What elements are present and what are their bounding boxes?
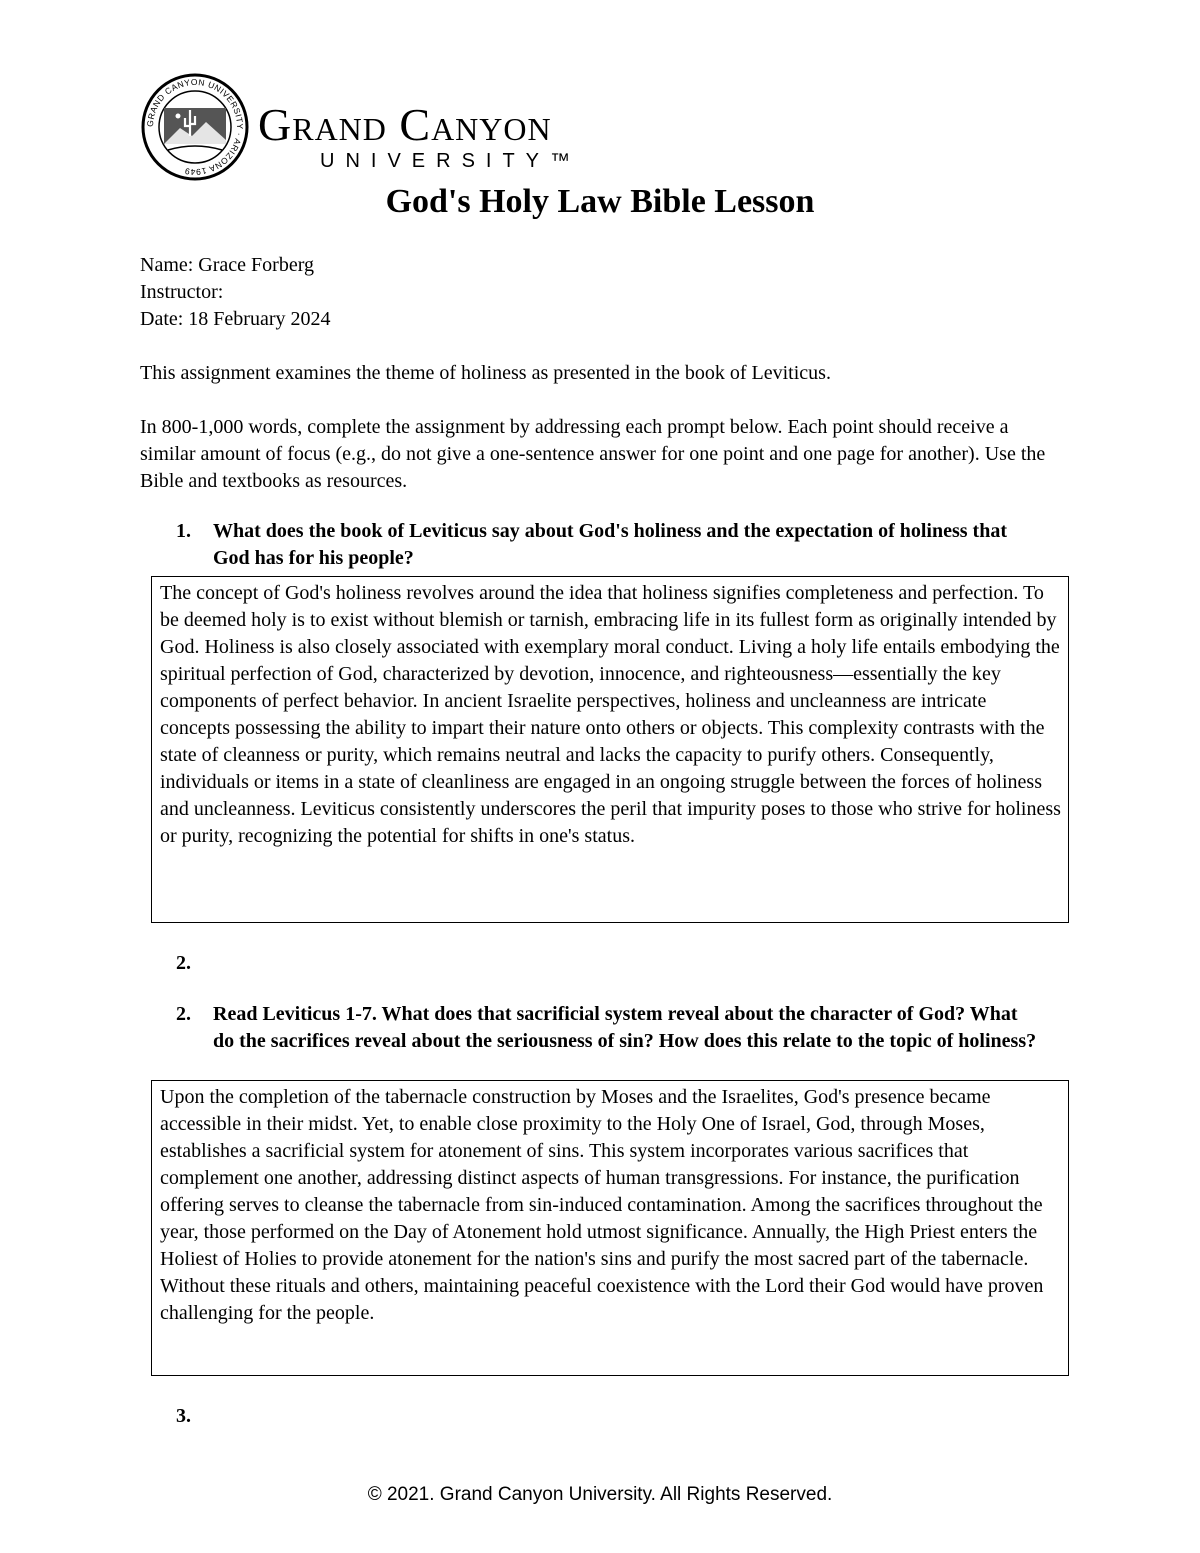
university-name: Grand Canyon bbox=[258, 99, 552, 150]
gcu-logo bbox=[140, 72, 660, 180]
answer-box-1[interactable]: The concept of God's holiness revolves around the idea that holiness signifies completeness and perfection. To be deemed holy is to exist without blemish or tarnish, embracing life in its fullest form as originally intended by God. Holiness is also closely associated with exemplary moral conduct. Living a holy life entails embodying the spiritual perfection of God, characterized by devotion, innocence, and righteousness—essentially the key components of perfect behavior. In ancient Israelite perspectives, holiness and uncleanness are intricate concepts possessing the ability to impart their nature onto others or objects. This complexity contrasts with the state of cleanness or purity, which remains neutral and lacks the capacity to purify others. Consequently, individuals or items in a state of cleanliness are engaged in an ongoing struggle between the forces of holiness and uncleanness. Leviticus consistently underscores the peril that impurity poses to those who strive for holiness or purity, recognizing the potential for shifts in one's status. bbox=[151, 576, 1069, 923]
answer-box-2[interactable]: Upon the completion of the tabernacle construction by Moses and the Israelites, God's presence became accessible in their midst. Yet, to enable close proximity to the Holy One of Israel, God, through Moses, establishes a sacrificial system for atonement of sins. This system incorporates various sacrifices that complement one another, addressing distinct aspects of human transgressions. For instance, the purification offering serves to cleanse the tabernacle from sin-induced contamination. Among the sacrifices throughout the year, those performed on the Day of Atonement hold utmost significance. Annually, the High Priest enters the Holiest of Holies to provide atonement for the nation's sins and purify the most sacred part of the tabernacle. Without these rituals and others, maintaining peaceful coexistence with the Lord their God would have proven challenging for the people. bbox=[151, 1080, 1069, 1376]
student-info bbox=[140, 252, 331, 333]
stray-number-3: 3. bbox=[176, 1405, 191, 1427]
name-line: Name: Grace Forberg bbox=[140, 254, 315, 276]
page-title: God's Holy Law Bible Lesson bbox=[385, 183, 815, 220]
intro-paragraph-1: This assignment examines the theme of holiness as presented in the book of Leviticus. bbox=[140, 362, 831, 384]
seal-text: GRAND CANYON UNIVERSITY · ARIZONA 1949 bbox=[144, 76, 246, 178]
university-sub: UNIVERSITY™ bbox=[320, 150, 582, 172]
question-number: 2. bbox=[176, 1003, 191, 1025]
instructor-line: Instructor: bbox=[140, 281, 224, 303]
stray-number-2: 2. bbox=[176, 952, 191, 974]
question-text: What does the book of Leviticus say about God's holiness and the expectation of holiness that God has for his people? bbox=[213, 520, 1007, 569]
university-seal-icon bbox=[140, 72, 250, 182]
question-text: Read Leviticus 1-7. What does that sacrificial system reveal about the character of God? What do the sacrifices reveal about the seriousness of sin? How does this relate to the topic of holiness? bbox=[213, 1003, 1037, 1052]
date-line: Date: 18 February 2024 bbox=[140, 308, 331, 330]
question-number: 1. bbox=[176, 520, 191, 542]
university-wordmark bbox=[258, 99, 582, 173]
intro-paragraph-2: In 800-1,000 words, complete the assignment by addressing each prompt below. Each point should receive a similar amount of focus (e.g., do not give a one-sentence answer for one point and one page for another). Use the Bible and textbooks as resources. bbox=[140, 416, 1046, 492]
copyright-footer: © 2021. Grand Canyon University. All Rights Reserved. bbox=[367, 1484, 833, 1505]
